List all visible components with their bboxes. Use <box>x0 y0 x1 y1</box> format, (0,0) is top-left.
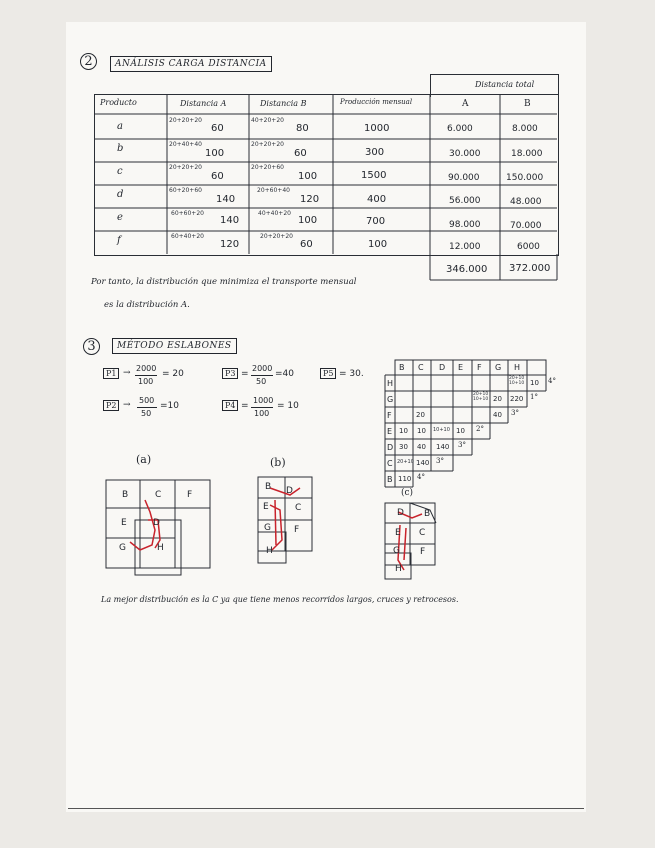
formula-p3-eq: = <box>241 369 249 379</box>
row-e-dist-a: 140 <box>220 215 240 226</box>
total-b: 372.000 <box>509 263 551 274</box>
formula-p2-result: =10 <box>160 401 179 411</box>
formula-p3-den: 50 <box>256 377 267 386</box>
matrix-cell-g-g: 220 <box>510 395 524 403</box>
row-a-total-a: 6.000 <box>447 124 473 134</box>
row-b-dist-b: 60 <box>294 148 307 159</box>
row-a-production: 1000 <box>364 123 390 134</box>
row-c-product: c <box>117 166 123 177</box>
formula-p2-arrow: → <box>123 400 131 410</box>
row-e-total-b: 70.000 <box>510 221 542 231</box>
row-f-sum-b: 20+20+20 <box>260 233 293 240</box>
row-c-production: 1500 <box>361 170 387 181</box>
diag-b-cell-g: G <box>264 523 271 533</box>
row-c-total-b: 150.000 <box>506 173 544 183</box>
row-b-production: 300 <box>365 147 385 158</box>
section-2-conclusion-line-1: Por tanto, la distribución que minimiza el transporte mensual <box>91 277 357 287</box>
matrix-cell-e-d: 10+10 <box>433 427 450 433</box>
section-2-conclusion-line-2: es la distribución A. <box>104 300 190 310</box>
formula-p4-label: P4 <box>222 400 238 411</box>
row-e-product: e <box>117 212 123 223</box>
row-f-dist-a: 120 <box>220 239 240 250</box>
row-e-dist-b: 100 <box>298 215 318 226</box>
matrix-cell-e-c: 10 <box>417 427 426 435</box>
row-e-sum-a: 60+60+20 <box>171 210 204 217</box>
matrix-cell-f-c: 20 <box>416 411 425 419</box>
row-d-dist-b: 120 <box>300 194 320 205</box>
matrix-row-e: E <box>387 427 393 436</box>
matrix-rank-e: 2° <box>476 425 484 433</box>
row-c-dist-b: 100 <box>298 171 318 182</box>
diag-a-cell-h: H <box>157 543 164 553</box>
matrix-cell-f-f: 40 <box>493 411 502 419</box>
matrix-cell-h-g: 20+10 10+10 <box>509 376 525 386</box>
matrix-col-g: G <box>495 363 502 372</box>
matrix-cell-d-d: 140 <box>436 443 450 451</box>
matrix-rank-h: 4° <box>548 377 556 385</box>
header-total-a: A <box>462 99 469 109</box>
diag-c-cell-f: F <box>420 547 426 557</box>
row-f-total-a: 12.000 <box>449 242 481 252</box>
matrix-col-f: F <box>477 363 482 372</box>
row-a-sum-a: 20+20+20 <box>169 117 202 124</box>
total-distance-header: Distancia total <box>475 80 535 89</box>
row-d-dist-a: 140 <box>216 194 236 205</box>
formula-p4-num: 1000 <box>253 396 274 405</box>
matrix-rank-d: 3° <box>458 441 466 449</box>
row-c-sum-b: 20+20+60 <box>251 164 284 171</box>
matrix-rank-f: 3° <box>511 409 519 417</box>
header-total-b: B <box>524 99 531 109</box>
matrix-cell-e-b: 10 <box>399 427 408 435</box>
formula-p4-den: 100 <box>254 409 270 418</box>
matrix-cell-d-b: 30 <box>399 443 408 451</box>
matrix-row-f: F <box>387 411 392 420</box>
section-3-conclusion: La mejor distribución es la C ya que tiene menos recorridos largos, cruces y retrocesos. <box>101 595 459 604</box>
matrix-cell-c-c: 140 <box>416 459 430 467</box>
formula-p3-result: =40 <box>275 369 294 379</box>
matrix-cell-b-b: 110 <box>398 475 412 483</box>
formula-p5-result: = 30. <box>339 369 364 379</box>
matrix-row-h: H <box>387 379 394 388</box>
row-d-product: d <box>117 189 124 200</box>
matrix-rank-c: 3° <box>436 457 444 465</box>
row-c-dist-a: 60 <box>211 171 224 182</box>
row-f-production: 100 <box>368 239 388 250</box>
row-b-total-b: 18.000 <box>511 149 543 159</box>
matrix-cell-g-f: 20 <box>493 395 502 403</box>
diag-c-cell-g: G <box>393 546 400 556</box>
formula-p4-eq: = <box>241 401 249 411</box>
row-f-product: f <box>117 235 121 246</box>
row-f-sum-a: 60+40+20 <box>171 233 204 240</box>
formula-p3-label: P3 <box>222 368 238 379</box>
formula-p1-num: 2000 <box>136 364 157 373</box>
row-b-total-a: 30.000 <box>449 149 481 159</box>
header-produccion: Producción mensual <box>340 98 413 106</box>
row-f-total-b: 6000 <box>517 242 540 252</box>
formula-p2-num: 500 <box>139 396 155 405</box>
row-d-total-a: 56.000 <box>449 196 481 206</box>
matrix-cell-c-b: 20+10 <box>397 459 414 465</box>
matrix-row-g: G <box>387 395 394 404</box>
matrix-cell-g-e: 20+10 10+10 <box>473 392 489 402</box>
diag-a-cell-b: B <box>122 490 129 500</box>
matrix-col-h: H <box>514 363 521 372</box>
total-a: 346.000 <box>446 264 488 275</box>
row-e-total-a: 98.000 <box>449 220 481 230</box>
matrix-col-b: B <box>399 363 405 372</box>
header-distancia-a: Distancia A <box>180 99 227 108</box>
diag-a-cell-c: C <box>155 490 162 500</box>
matrix-cell-d-c: 40 <box>417 443 426 451</box>
diag-b-cell-d: D <box>286 486 293 496</box>
formula-p2-den: 50 <box>141 409 152 418</box>
diag-b-cell-c: C <box>295 503 302 513</box>
formula-p1-den: 100 <box>138 377 154 386</box>
matrix-cell-h-h: 10 <box>530 379 539 387</box>
diagram-b-label: (b) <box>270 456 286 469</box>
row-a-sum-b: 40+20+20 <box>251 117 284 124</box>
diagram-c-label: (c) <box>401 488 414 498</box>
row-a-product: a <box>117 121 123 132</box>
row-d-total-b: 48.000 <box>510 197 542 207</box>
diag-c-cell-c: C <box>419 528 426 538</box>
header-distancia-b: Distancia B <box>260 99 307 108</box>
matrix-row-b: B <box>387 475 393 484</box>
formula-p4-result: = 10 <box>277 401 299 411</box>
diag-a-cell-g: G <box>119 543 126 553</box>
matrix-col-d: D <box>439 363 446 372</box>
row-d-sum-a: 60+20+60 <box>169 187 202 194</box>
formula-p1-result: = 20 <box>162 369 184 379</box>
diag-c-cell-h: H <box>395 564 402 574</box>
row-a-dist-b: 80 <box>296 123 309 134</box>
formula-p1-label: P1 <box>103 368 119 379</box>
row-f-dist-b: 60 <box>300 239 313 250</box>
row-d-production: 400 <box>367 194 387 205</box>
diag-c-cell-e: E <box>395 528 401 538</box>
row-e-sum-b: 40+40+20 <box>258 210 291 217</box>
row-a-total-b: 8.000 <box>512 124 538 134</box>
matrix-col-e: E <box>458 363 464 372</box>
formula-p1-arrow: → <box>123 368 131 378</box>
diag-a-cell-e: E <box>121 518 127 528</box>
row-d-sum-b: 20+60+40 <box>257 187 290 194</box>
section-3-title: MÉTODO ESLABONES <box>112 338 237 354</box>
diagram-a-label: (a) <box>136 453 152 466</box>
row-b-sum-a: 20+40+40 <box>169 141 202 148</box>
row-b-sum-b: 20+20+20 <box>251 141 284 148</box>
row-b-product: b <box>117 143 124 154</box>
matrix-rank-g: 1° <box>530 393 538 401</box>
page-bottom-rule <box>68 808 584 809</box>
section-3-number: 3 <box>83 338 100 355</box>
diag-a-cell-f: F <box>187 490 193 500</box>
matrix-row-c: C <box>387 459 393 468</box>
diag-b-cell-b: B <box>265 482 272 492</box>
row-b-dist-a: 100 <box>205 148 225 159</box>
matrix-col-c: C <box>418 363 424 372</box>
diag-b-cell-f: F <box>294 525 300 535</box>
row-c-sum-a: 20+20+20 <box>169 164 202 171</box>
matrix-row-d: D <box>387 443 394 452</box>
section-2-number: 2 <box>80 53 97 70</box>
diag-c-cell-d: D <box>397 508 404 518</box>
matrix-cell-e-e: 10 <box>456 427 465 435</box>
row-e-production: 700 <box>366 216 386 227</box>
row-c-total-a: 90.000 <box>448 173 480 183</box>
diag-b-cell-h: H <box>266 546 273 556</box>
section-2-title: ANÁLISIS CARGA DISTANCIA <box>110 56 272 72</box>
matrix-rank-b: 4° <box>417 473 425 481</box>
diag-a-cell-d: D <box>153 518 160 528</box>
formula-p2-label: P2 <box>103 400 119 411</box>
diag-b-cell-e: E <box>263 502 269 512</box>
formula-p5-label: P5 <box>320 368 336 379</box>
diag-c-cell-b: B <box>424 509 431 519</box>
header-producto: Producto <box>100 98 137 107</box>
formula-p3-num: 2000 <box>252 364 273 373</box>
row-a-dist-a: 60 <box>211 123 224 134</box>
